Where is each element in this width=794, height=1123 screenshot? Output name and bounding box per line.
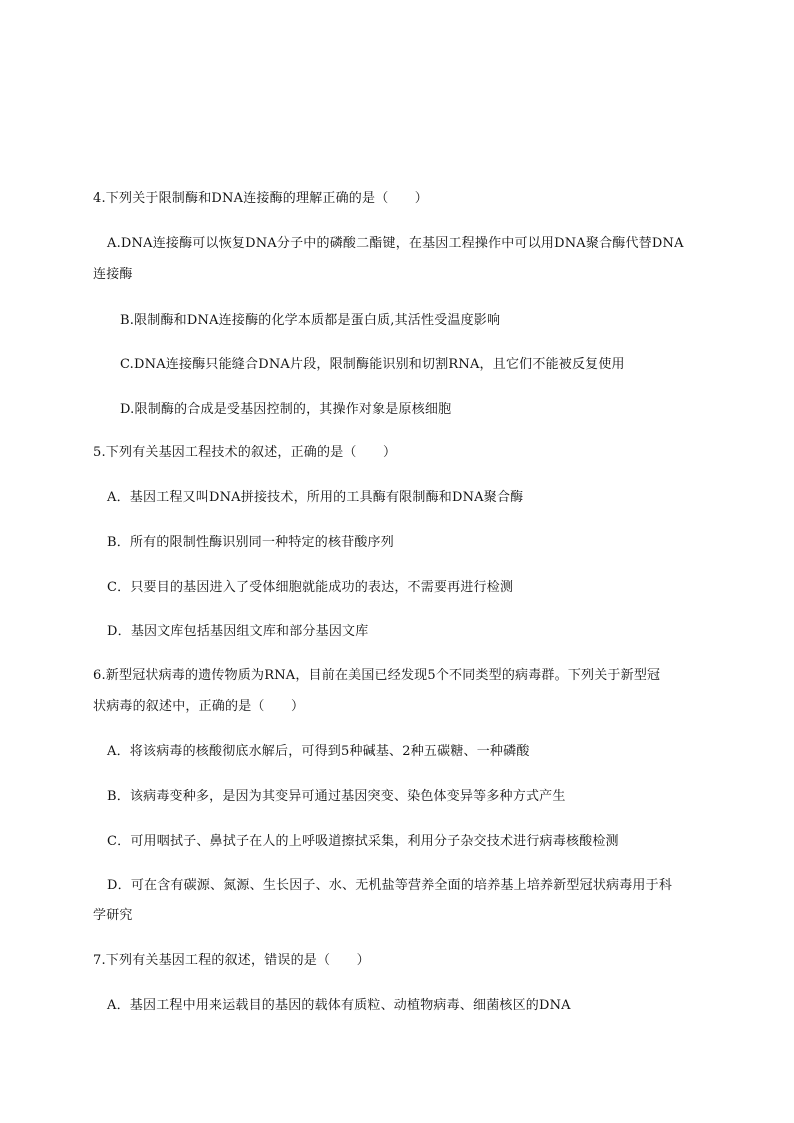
question-4-option-a-continued: 连接酶 (93, 267, 133, 282)
question-4-stem: 4.下列关于限制酶和DNA连接酶的理解正确的是（ ） (93, 191, 428, 206)
question-5-option-d: D．基因文库包括基因组文库和部分基因文库 (107, 624, 369, 639)
question-5-option-c: C．只要目的基因进入了受体细胞就能成功的表达，不需要再进行检测 (107, 580, 514, 595)
question-6-option-d: D．可在含有碳源、氮源、生长因子、水、无机盐等营养全面的培养基上培养新型冠状病毒用于科 (107, 878, 673, 893)
question-6-stem: 6.新型冠状病毒的遗传物质为RNA，目前在美国已经发现5个不同类型的病毒群。下列关于新型冠 (93, 668, 661, 683)
question-4-option-d: D.限制酶的合成是受基因控制的，其操作对象是原核细胞 (120, 402, 452, 417)
question-5-option-b: B．所有的限制性酶识别同一种特定的核苷酸序列 (107, 535, 394, 550)
question-5-option-a: A．基因工程又叫DNA拼接技术，所用的工具酶有限制酶和DNA聚合酶 (107, 490, 524, 505)
question-4-option-b: B.限制酶和DNA连接酶的化学本质都是蛋白质,其活性受温度影响 (120, 313, 501, 328)
question-6-option-b: B．该病毒变种多，是因为其变异可通过基因突变、染色体变异等多种方式产生 (107, 789, 566, 804)
question-7-stem: 7.下列有关基因工程的叙述，错误的是（ ） (93, 953, 370, 968)
question-6-stem-continued: 状病毒的叙述中，正确的是（ ） (93, 699, 305, 714)
question-6-option-d-continued: 学研究 (93, 908, 133, 923)
question-6-option-c: C．可用咽拭子、鼻拭子在人的上呼吸道擦拭采集，利用分子杂交技术进行病毒核酸检测 (107, 834, 619, 849)
question-6-option-a: A．将该病毒的核酸彻底水解后，可得到5种碱基、2种五碳糖、一种磷酸 (107, 744, 530, 759)
question-4-option-c: C.DNA连接酶只能缝合DNA片段，限制酶能识别和切割RNA，且它们不能被反复使用 (120, 357, 625, 372)
question-4-option-a: A.DNA连接酶可以恢复DNA分子中的磷酸二酯键，在基因工程操作中可以用DNA聚合酶代替DNA (107, 236, 684, 251)
question-5-stem: 5.下列有关基因工程技术的叙述，正确的是（ ） (93, 445, 397, 460)
question-7-option-a: A．基因工程中用来运载目的基因的载体有质粒、动植物病毒、细菌核区的DNA (107, 998, 571, 1013)
